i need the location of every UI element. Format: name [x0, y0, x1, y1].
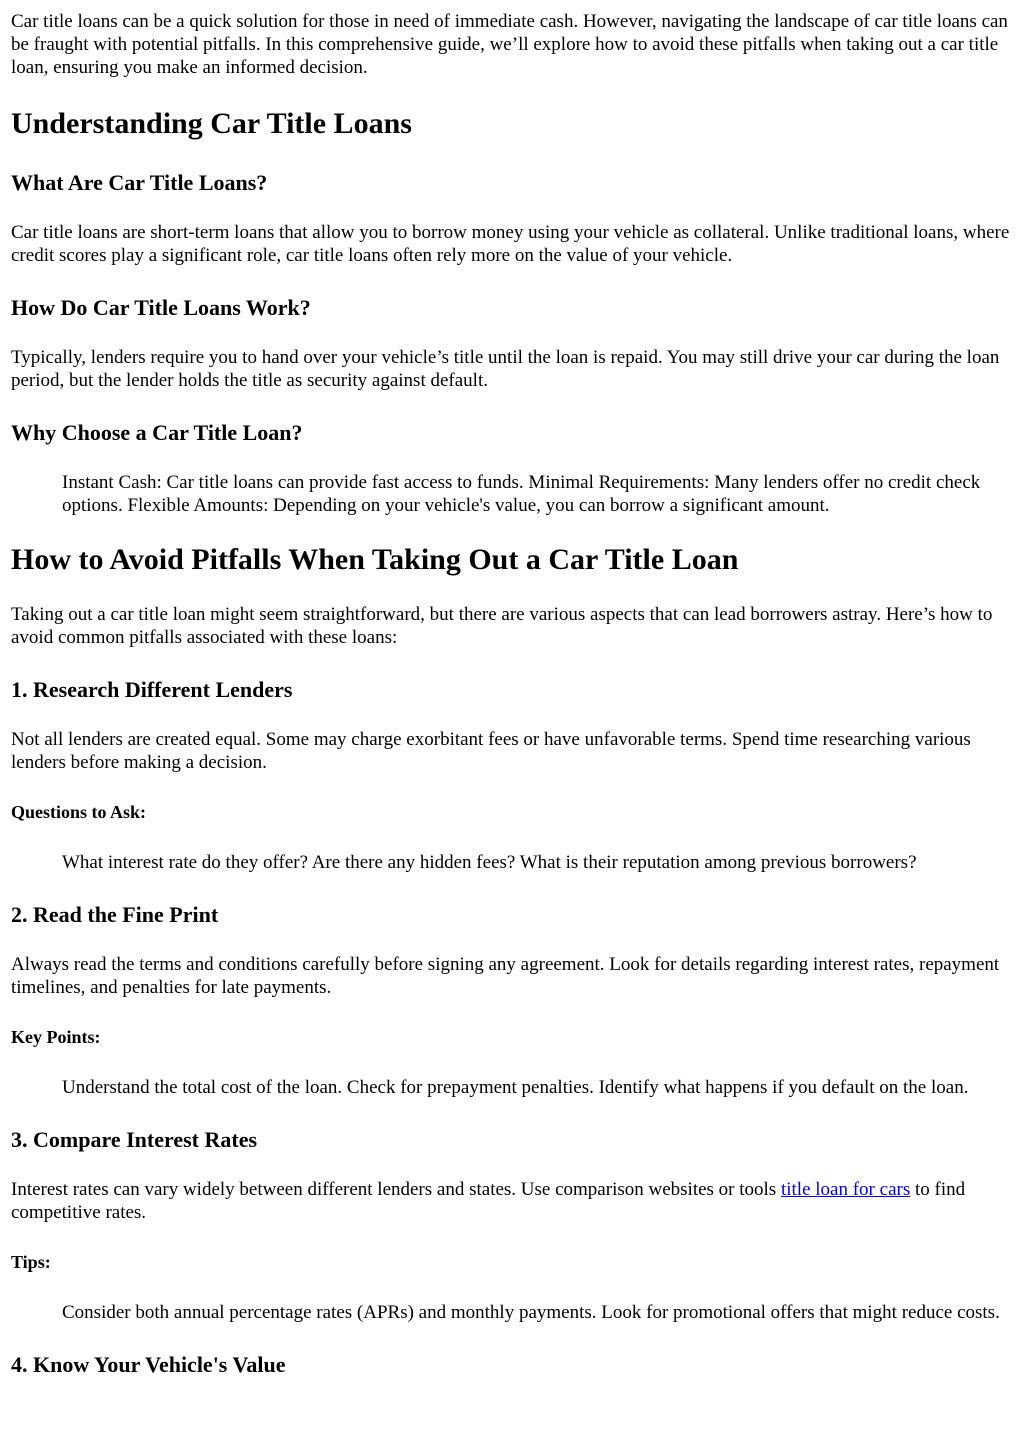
section-heading-understanding: Understanding Car Title Loans: [11, 107, 412, 140]
subheading-fine-print: 2. Read the Fine Print: [11, 902, 219, 927]
list-questions: What interest rate do they offer? Are there any hidden fees? What is their reputation among previous borrowers?: [62, 852, 917, 873]
list-why-choose: Instant Cash: Car title loans can provide fast access to funds. Minimal Requirements: Many lenders offer no credit check options. Flexible Amounts: Depending on your vehicle's value, you can borrow a significant amount.: [62, 472, 981, 516]
list-tips: Consider both annual percentage rates (APRs) and monthly payments. Look for promotional offers that might reduce costs.: [62, 1302, 1000, 1323]
subheading-how-work: How Do Car Title Loans Work?: [11, 295, 311, 320]
paragraph-avoid-intro: Taking out a car title loan might seem straightforward, but there are various aspects that can lead borrowers astray. Here’s how to avoid common pitfalls associated with these loans:: [11, 604, 993, 648]
list-key-points: Understand the total cost of the loan. Check for prepayment penalties. Identify what happens if you default on the loan.: [62, 1077, 969, 1098]
subheading-vehicle-value: 4. Know Your Vehicle's Value: [11, 1352, 286, 1377]
label-key-points: Key Points:: [11, 1027, 101, 1047]
label-tips: Tips:: [11, 1252, 51, 1272]
paragraph-research-lenders: Not all lenders are created equal. Some may charge exorbitant fees or have unfavorable terms. Spend time researching various lenders before making a decision.: [11, 729, 971, 773]
paragraph-fine-print: Always read the terms and conditions carefully before signing any agreement. Look for details regarding interest rates, repayment timelines, and penalties for late payments.: [11, 954, 1000, 998]
intro-paragraph: Car title loans can be a quick solution for those in need of immediate cash. However, navigating the landscape of car title loans can be fraught with potential pitfalls. In this comprehensive guide, we’ll explore how to avoid these pitfalls when taking out a car title loan, ensuring you make an informed decision.: [11, 11, 1008, 78]
paragraph-what-are: Car title loans are short-term loans that allow you to borrow money using your vehicle as collateral. Unlike traditional loans, where credit scores play a significant role, car title loans often rely more on the value of your vehicle.: [11, 222, 1010, 266]
subheading-what-are: What Are Car Title Loans?: [11, 170, 268, 195]
subheading-why-choose: Why Choose a Car Title Loan?: [11, 420, 303, 445]
paragraph-how-work: Typically, lenders require you to hand over your vehicle’s title until the loan is repaid. You may still drive your car during the loan period, but the lender holds the title as security against default.: [11, 347, 1000, 391]
subheading-research-lenders: 1. Research Different Lenders: [11, 677, 293, 702]
title-loan-link[interactable]: title loan for cars: [780, 1179, 911, 1200]
section-heading-avoid-pitfalls: How to Avoid Pitfalls When Taking Out a Car Title Loan: [11, 543, 739, 576]
paragraph-compare-rates: [11, 1178, 1014, 1224]
label-questions-to-ask: Questions to Ask:: [11, 802, 147, 822]
compare-text-after: to find competitive rates.: [11, 1179, 966, 1223]
subheading-compare-rates: 3. Compare Interest Rates: [11, 1127, 258, 1152]
compare-text-before: Interest rates can vary widely between different lenders and states. Use comparison websites or tools: [11, 1179, 781, 1200]
